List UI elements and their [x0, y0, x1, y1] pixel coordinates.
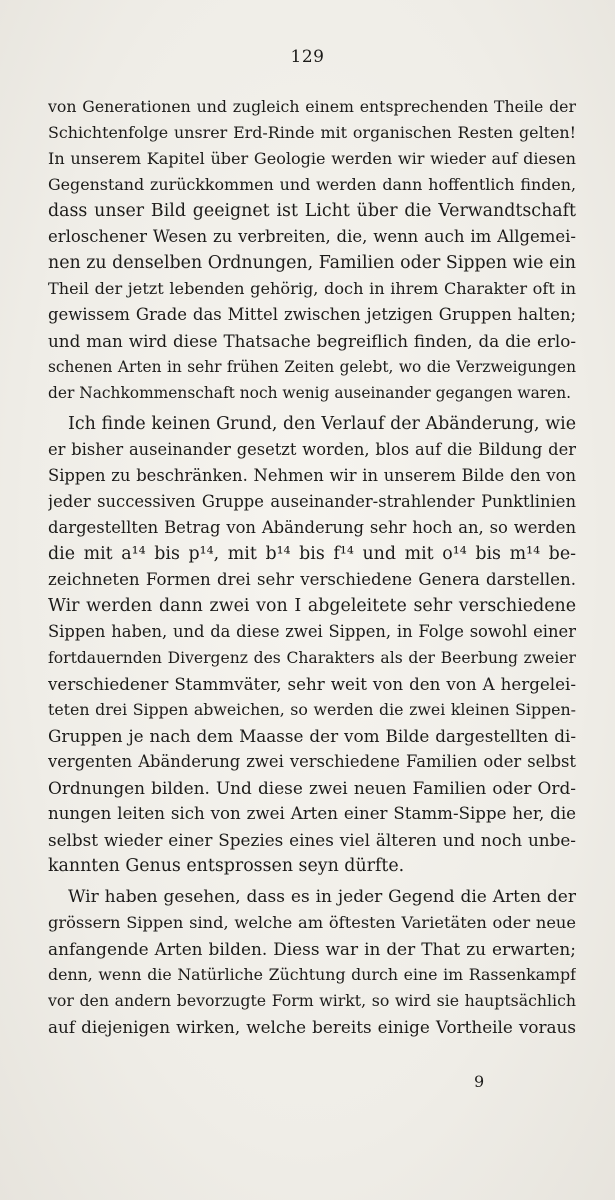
text-line: schenen Arten in sehr frühen Zeiten gelebt, wo die Verzweigungen — [48, 358, 576, 376]
text-line: dargestellten Betrag von Abänderung sehr hoch an, so werden — [48, 518, 576, 537]
text-line: dass unser Bild geeignet ist Licht über die Verwandtschaft — [48, 201, 576, 221]
text-line: denn, wenn die Natürliche Züchtung durch eine im Rassenkampf — [48, 965, 576, 984]
text-line: erloschener Wesen zu verbreiten, die, wenn auch im Allgemei- — [48, 227, 576, 246]
text-line: und man wird diese Thatsache begreiflich finden, da die erlo- — [48, 331, 576, 351]
text-line: er bisher auseinander gesetzt worden, blos auf die Bildung der — [48, 440, 576, 459]
text-line: fortdauernden Divergenz des Charakters als der Beerbung zweier — [48, 649, 576, 667]
paragraph — [48, 884, 576, 1040]
text-line: Gegenstand zurückkommen und werden dann hoffentlich finden, — [48, 175, 576, 194]
page-number: 129 — [290, 47, 325, 67]
text-line: kannten Genus entsprossen seyn dürfte. — [48, 856, 405, 876]
text-line: zeichneten Formen drei sehr verschiedene Genera darstellen. — [48, 570, 576, 589]
paragraph — [48, 411, 576, 879]
text-line: Schichtenfolge unsrer Erd-Rinde mit organischen Resten gelten! — [48, 123, 576, 142]
paragraph — [48, 94, 576, 406]
text-line: Sippen zu beschränken. Nehmen wir in unserem Bilde den von — [48, 466, 576, 485]
text-line: Wir werden dann zwei von I abgeleitete sehr verschiedene — [48, 596, 576, 616]
text-line: gewissem Grade das Mittel zwischen jetzigen Gruppen halten; — [48, 305, 576, 324]
text-line: jeder successiven Gruppe auseinander-strahlender Punktlinien — [48, 492, 576, 511]
text-line: Ich finde keinen Grund, den Verlauf der Abänderung, wie — [68, 414, 576, 434]
text-line: die mit a¹⁴ bis p¹⁴, mit b¹⁴ bis f¹⁴ und mit o¹⁴ bis m¹⁴ be- — [48, 544, 576, 564]
text-line: Sippen haben, und da diese zwei Sippen, in Folge sowohl einer — [48, 622, 576, 641]
text-line: verschiedener Stammväter, sehr weit von den von A hergelei- — [48, 674, 576, 694]
text-line: selbst wieder einer Spezies eines viel älteren und noch unbe- — [48, 830, 576, 850]
text-line: anfangende Arten bilden. Diess war in der That zu erwarten; — [48, 939, 576, 959]
text-line: von Generationen und zugleich einem entsprechenden Theile der — [48, 97, 576, 116]
text-line: teten drei Sippen abweichen, so werden die zwei kleinen Sippen- — [48, 700, 576, 719]
text-line: der Nachkommenschaft noch wenig auseinander gegangen waren. — [48, 384, 572, 402]
text-line: Theil der jetzt lebenden gehörig, doch in ihrem Charakter oft in — [48, 279, 576, 298]
body-text — [48, 94, 576, 1040]
signature-mark: 9 — [474, 1072, 485, 1091]
text-line: nungen leiten sich von zwei Arten einer Stamm-Sippe her, die — [48, 804, 576, 823]
text-line: In unserem Kapitel über Geologie werden wir wieder auf diesen — [48, 149, 576, 168]
text-line: grössern Sippen sind, welche am öftesten Varietäten oder neue — [48, 913, 576, 932]
text-line: vergenten Abänderung zwei verschiedene Familien oder selbst — [48, 752, 576, 771]
text-line: Ordnungen bilden. Und diese zwei neuen Familien oder Ord- — [48, 778, 576, 798]
text-line: Wir haben gesehen, dass es in jeder Gegend die Arten der — [68, 887, 576, 907]
text-line: nen zu denselben Ordnungen, Familien oder Sippen wie ein — [48, 253, 576, 273]
text-line: Gruppen je nach dem Maasse der vom Bilde dargestellten di- — [48, 726, 576, 746]
text-line: auf diejenigen wirken, welche bereits einige Vortheile voraus — [48, 1017, 576, 1037]
text-line: vor den andern bevorzugte Form wirkt, so wird sie hauptsächlich — [48, 991, 576, 1010]
